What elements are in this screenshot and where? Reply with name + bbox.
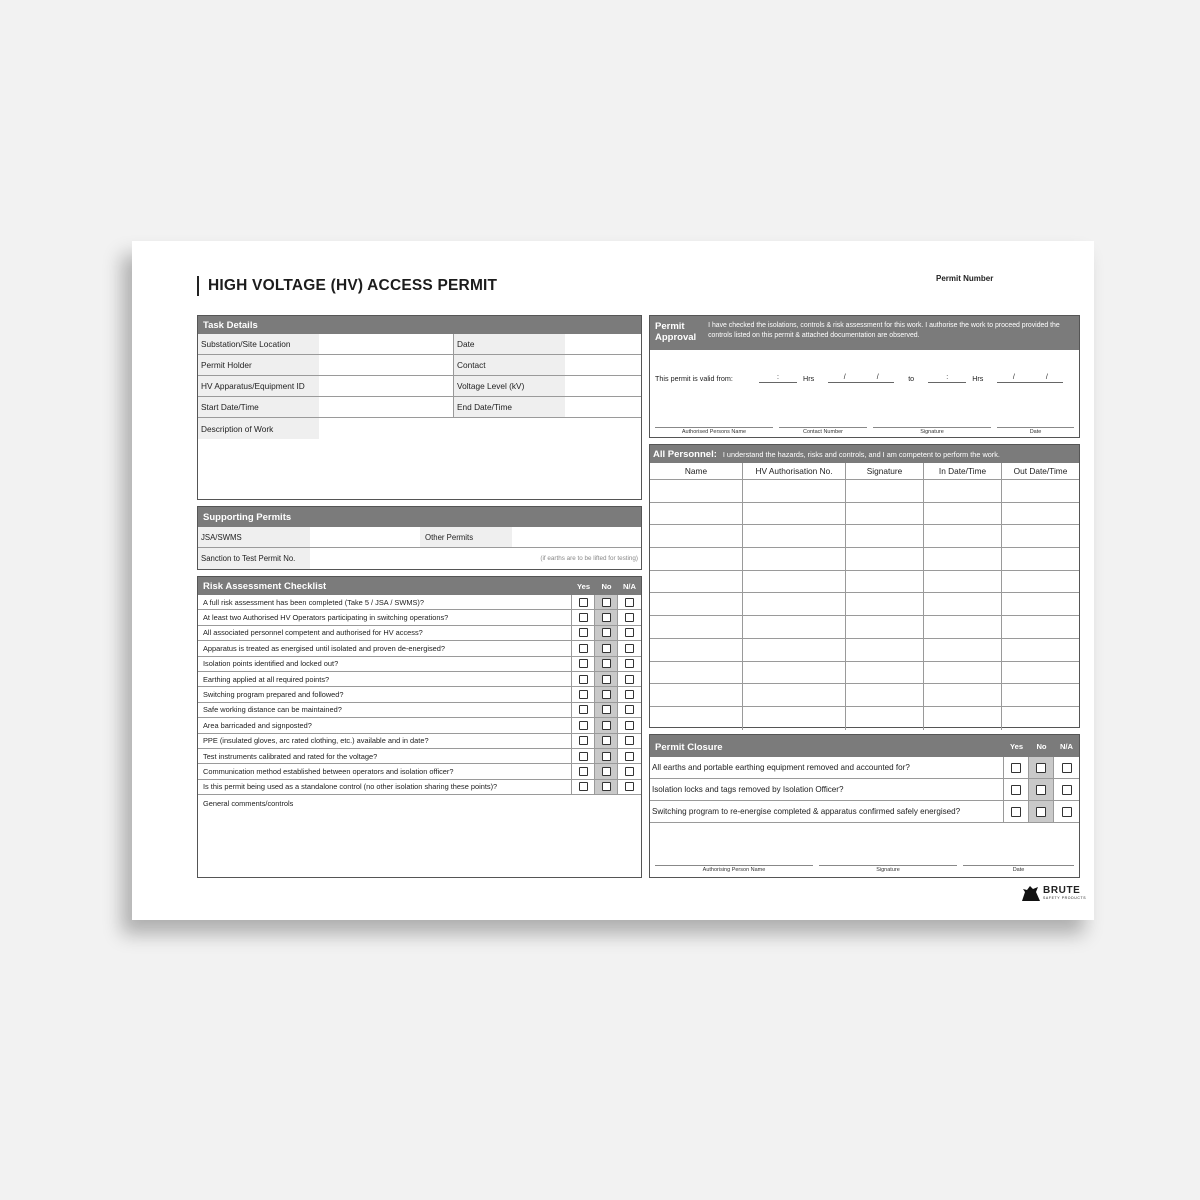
closure-row bbox=[650, 801, 1079, 823]
checklist-row bbox=[198, 703, 641, 718]
no-checkbox[interactable] bbox=[602, 644, 611, 653]
na-checkbox[interactable] bbox=[625, 752, 634, 761]
field-label: Other Permits bbox=[420, 527, 512, 547]
no-cell bbox=[595, 749, 618, 763]
hv-auth-cell[interactable] bbox=[743, 548, 846, 570]
yes-cell bbox=[572, 687, 595, 701]
checklist-row bbox=[198, 672, 641, 687]
colon-separator: : bbox=[946, 374, 949, 381]
na-cell bbox=[618, 657, 641, 671]
na-cell bbox=[618, 595, 641, 609]
personnel-description: I understand the hazards, risks and controls, and I am competent to perform the work. bbox=[722, 449, 1000, 459]
yes-cell bbox=[572, 780, 595, 794]
permit-approval-title: Permit Approval bbox=[655, 321, 697, 343]
column-header: Signature bbox=[846, 463, 924, 479]
yes-checkbox[interactable] bbox=[579, 613, 588, 622]
in-datetime-cell[interactable] bbox=[924, 480, 1002, 502]
yes-cell bbox=[572, 703, 595, 717]
field-label: End Date/Time bbox=[454, 397, 565, 417]
no-cell bbox=[595, 657, 618, 671]
no-cell bbox=[1029, 801, 1054, 822]
permit-holder-field[interactable] bbox=[319, 355, 454, 375]
name-cell[interactable] bbox=[650, 571, 743, 593]
hv-auth-cell[interactable] bbox=[743, 525, 846, 547]
name-cell[interactable] bbox=[650, 707, 743, 730]
no-cell bbox=[595, 718, 618, 732]
contact-field[interactable] bbox=[565, 355, 641, 375]
signature-field[interactable]: Signature bbox=[819, 865, 957, 873]
site-location-field[interactable] bbox=[319, 334, 454, 354]
na-checkbox[interactable] bbox=[625, 598, 634, 607]
no-checkbox[interactable] bbox=[602, 721, 611, 730]
equipment-id-field[interactable] bbox=[319, 376, 454, 396]
yes-cell bbox=[572, 718, 595, 732]
out-datetime-cell[interactable] bbox=[1002, 480, 1079, 502]
out-datetime-cell[interactable] bbox=[1002, 503, 1079, 525]
hv-auth-cell[interactable] bbox=[743, 593, 846, 615]
yes-checkbox[interactable] bbox=[579, 705, 588, 714]
bull-logo-icon bbox=[1021, 884, 1041, 902]
in-datetime-cell[interactable] bbox=[924, 503, 1002, 525]
out-datetime-cell[interactable] bbox=[1002, 616, 1079, 638]
title-block bbox=[197, 276, 497, 296]
field-label: Substation/Site Location bbox=[198, 334, 319, 354]
brute-logo bbox=[1021, 884, 1086, 902]
out-datetime-cell[interactable] bbox=[1002, 662, 1079, 684]
yes-cell bbox=[572, 641, 595, 655]
authorised-name-field[interactable]: Authorised Persons Name bbox=[655, 427, 773, 435]
yes-checkbox[interactable] bbox=[1011, 763, 1021, 773]
checklist-row bbox=[198, 780, 641, 795]
yes-checkbox[interactable] bbox=[579, 690, 588, 699]
hv-auth-cell[interactable] bbox=[743, 707, 846, 730]
out-datetime-cell[interactable] bbox=[1002, 684, 1079, 706]
no-checkbox[interactable] bbox=[602, 659, 611, 668]
name-cell[interactable] bbox=[650, 662, 743, 684]
no-cell bbox=[1029, 757, 1054, 778]
risk-checklist-section bbox=[197, 576, 642, 878]
logo-subtitle: SAFETY PRODUCTS bbox=[1043, 895, 1087, 900]
na-column-label: N/A bbox=[622, 581, 637, 591]
personnel-row bbox=[650, 639, 1079, 662]
no-cell bbox=[595, 641, 618, 655]
out-datetime-cell[interactable] bbox=[1002, 571, 1079, 593]
checklist-header bbox=[198, 577, 641, 595]
hv-auth-cell[interactable] bbox=[743, 662, 846, 684]
task-row bbox=[198, 334, 641, 355]
contact-number-field[interactable]: Contact Number bbox=[779, 427, 867, 435]
name-cell[interactable] bbox=[650, 548, 743, 570]
no-column-label: No bbox=[601, 581, 612, 591]
signature-cell[interactable] bbox=[846, 593, 924, 615]
supporting-permits-header: Supporting Permits bbox=[198, 507, 641, 527]
na-cell bbox=[618, 780, 641, 794]
na-checkbox[interactable] bbox=[625, 675, 634, 684]
no-cell bbox=[1029, 779, 1054, 800]
checklist-row bbox=[198, 657, 641, 672]
out-datetime-cell[interactable] bbox=[1002, 593, 1079, 615]
yes-checkbox[interactable] bbox=[579, 644, 588, 653]
signature-cell[interactable] bbox=[846, 480, 924, 502]
hv-auth-cell[interactable] bbox=[743, 480, 846, 502]
in-datetime-cell[interactable] bbox=[924, 548, 1002, 570]
closure-question: Switching program to re-energise completed & apparatus confirmed safely energised? bbox=[650, 801, 1004, 822]
yes-checkbox[interactable] bbox=[579, 767, 588, 776]
yes-checkbox[interactable] bbox=[579, 628, 588, 637]
end-date-field[interactable] bbox=[997, 374, 1063, 383]
no-checkbox[interactable] bbox=[1036, 763, 1046, 773]
in-datetime-cell[interactable] bbox=[924, 593, 1002, 615]
slash-separator: / bbox=[843, 374, 846, 381]
checklist-row bbox=[198, 764, 641, 779]
signature-cell[interactable] bbox=[846, 548, 924, 570]
name-cell[interactable] bbox=[650, 525, 743, 547]
column-header: HV Authorisation No. bbox=[743, 463, 846, 479]
checklist-row bbox=[198, 749, 641, 764]
personnel-title: All Personnel: bbox=[653, 448, 717, 460]
field-label: Sanction to Test Permit No. bbox=[198, 548, 310, 569]
checklist-question: Communication method established between operators and isolation officer? bbox=[198, 764, 572, 778]
no-checkbox[interactable] bbox=[602, 736, 611, 745]
checklist-question: Switching program prepared and followed? bbox=[198, 687, 572, 701]
end-time-field[interactable] bbox=[928, 374, 966, 383]
signature-field[interactable]: Signature bbox=[873, 427, 991, 435]
na-column-label: N/A bbox=[1059, 741, 1074, 751]
hv-auth-cell[interactable] bbox=[743, 684, 846, 706]
no-column-label: No bbox=[1036, 741, 1047, 751]
na-checkbox[interactable] bbox=[625, 690, 634, 699]
signature-cell[interactable] bbox=[846, 684, 924, 706]
field-label: JSA/SWMS bbox=[198, 527, 310, 547]
na-checkbox[interactable] bbox=[1062, 763, 1072, 773]
name-cell[interactable] bbox=[650, 480, 743, 502]
logo-text bbox=[1043, 886, 1086, 901]
personnel-rows bbox=[650, 480, 1079, 730]
name-cell[interactable] bbox=[650, 503, 743, 525]
no-cell bbox=[595, 734, 618, 748]
na-checkbox[interactable] bbox=[625, 659, 634, 668]
na-cell bbox=[618, 687, 641, 701]
na-checkbox[interactable] bbox=[625, 721, 634, 730]
personnel-row bbox=[650, 684, 1079, 707]
name-cell[interactable] bbox=[650, 616, 743, 638]
na-checkbox[interactable] bbox=[1062, 807, 1072, 817]
signature-cell[interactable] bbox=[846, 662, 924, 684]
permit-number-label: Permit Number bbox=[936, 274, 994, 283]
checklist-question: Apparatus is treated as energised until isolated and proven de-energised? bbox=[198, 641, 572, 655]
name-cell[interactable] bbox=[650, 593, 743, 615]
no-cell bbox=[595, 610, 618, 624]
yes-cell bbox=[1004, 779, 1029, 800]
field-label: Date bbox=[454, 334, 565, 354]
out-datetime-cell[interactable] bbox=[1002, 525, 1079, 547]
yes-checkbox[interactable] bbox=[579, 598, 588, 607]
yes-column-label: Yes bbox=[576, 581, 591, 591]
validity-row bbox=[655, 374, 1074, 383]
field-label: Start Date/Time bbox=[198, 397, 319, 417]
closure-rows bbox=[650, 757, 1079, 823]
checklist-row bbox=[198, 718, 641, 733]
no-cell bbox=[595, 687, 618, 701]
in-datetime-cell[interactable] bbox=[924, 662, 1002, 684]
to-label: to bbox=[908, 374, 915, 383]
field-label: Description of Work bbox=[198, 418, 319, 439]
out-datetime-cell[interactable] bbox=[1002, 639, 1079, 661]
task-details-section bbox=[197, 315, 642, 500]
supporting-row bbox=[198, 527, 641, 548]
hv-auth-cell[interactable] bbox=[743, 639, 846, 661]
na-cell bbox=[618, 749, 641, 763]
start-datetime-field[interactable] bbox=[319, 397, 454, 417]
no-checkbox[interactable] bbox=[602, 613, 611, 622]
yes-checkbox[interactable] bbox=[1011, 785, 1021, 795]
checklist-question: PPE (insulated gloves, arc rated clothing, etc.) available and in date? bbox=[198, 734, 572, 748]
in-datetime-cell[interactable] bbox=[924, 616, 1002, 638]
jsa-field[interactable] bbox=[310, 527, 420, 547]
closure-header bbox=[650, 735, 1079, 757]
authorising-name-field[interactable]: Authorising Person Name bbox=[655, 865, 813, 873]
closure-title: Permit Closure bbox=[655, 742, 723, 753]
na-cell bbox=[618, 610, 641, 624]
column-header: Name bbox=[650, 463, 743, 479]
no-checkbox[interactable] bbox=[602, 628, 611, 637]
hv-auth-cell[interactable] bbox=[743, 571, 846, 593]
yes-cell bbox=[572, 595, 595, 609]
permit-closure-section bbox=[649, 734, 1080, 878]
signature-cell[interactable] bbox=[846, 525, 924, 547]
permit-approval-description: I have checked the isolations, controls & risk assessment for this work. I authorise the work to proceed provided the controls listed on this permit & attached documentation are observed. bbox=[708, 322, 1060, 339]
personnel-row bbox=[650, 480, 1079, 503]
na-cell bbox=[618, 641, 641, 655]
na-cell bbox=[618, 672, 641, 686]
date-field[interactable]: Date bbox=[963, 865, 1074, 873]
na-cell bbox=[618, 734, 641, 748]
checklist-question: Test instruments calibrated and rated for the voltage? bbox=[198, 749, 572, 763]
personnel-row bbox=[650, 548, 1079, 571]
out-datetime-cell[interactable] bbox=[1002, 548, 1079, 570]
yes-checkbox[interactable] bbox=[579, 675, 588, 684]
approval-signature-row bbox=[655, 427, 1074, 435]
personnel-row bbox=[650, 707, 1079, 730]
date-field[interactable] bbox=[565, 334, 641, 354]
closure-question: All earths and portable earthing equipment removed and accounted for? bbox=[650, 757, 1004, 778]
no-cell bbox=[595, 780, 618, 794]
checklist-question: Is this permit being used as a standalone control (no other isolation sharing these points)? bbox=[198, 780, 572, 794]
checklist-row bbox=[198, 595, 641, 610]
no-checkbox[interactable] bbox=[602, 675, 611, 684]
na-checkbox[interactable] bbox=[625, 644, 634, 653]
name-cell[interactable] bbox=[650, 684, 743, 706]
checklist-row bbox=[198, 626, 641, 641]
signature-cell[interactable] bbox=[846, 639, 924, 661]
in-datetime-cell[interactable] bbox=[924, 707, 1002, 730]
na-checkbox[interactable] bbox=[625, 628, 634, 637]
column-header: In Date/Time bbox=[924, 463, 1002, 479]
supporting-permits-section bbox=[197, 506, 642, 570]
na-cell bbox=[618, 703, 641, 717]
closure-row bbox=[650, 779, 1079, 801]
voltage-level-field[interactable] bbox=[565, 376, 641, 396]
na-cell bbox=[618, 626, 641, 640]
signature-cell[interactable] bbox=[846, 616, 924, 638]
yes-checkbox[interactable] bbox=[579, 721, 588, 730]
field-label: Permit Holder bbox=[198, 355, 319, 375]
yes-cell bbox=[1004, 757, 1029, 778]
na-cell bbox=[1054, 779, 1079, 800]
hrs-label: Hrs bbox=[803, 374, 815, 383]
yes-cell bbox=[572, 610, 595, 624]
yes-checkbox[interactable] bbox=[579, 736, 588, 745]
no-checkbox[interactable] bbox=[602, 598, 611, 607]
logo-name: BRUTE bbox=[1043, 884, 1081, 896]
in-datetime-cell[interactable] bbox=[924, 684, 1002, 706]
start-date-field[interactable] bbox=[828, 374, 894, 383]
colon-separator: : bbox=[777, 374, 779, 381]
personnel-row bbox=[650, 593, 1079, 616]
comments-label: General comments/controls bbox=[203, 799, 294, 809]
no-checkbox[interactable] bbox=[602, 690, 611, 699]
supporting-row bbox=[198, 548, 641, 569]
personnel-row bbox=[650, 662, 1079, 685]
yes-checkbox[interactable] bbox=[1011, 807, 1021, 817]
yes-cell bbox=[572, 626, 595, 640]
checklist-question: Area barricaded and signposted? bbox=[198, 718, 572, 732]
na-cell bbox=[618, 764, 641, 778]
closure-question: Isolation locks and tags removed by Isolation Officer? bbox=[650, 779, 1004, 800]
no-cell bbox=[595, 764, 618, 778]
na-checkbox[interactable] bbox=[625, 782, 634, 791]
task-row bbox=[198, 355, 641, 376]
permit-approval-header bbox=[650, 316, 1079, 350]
field-label: Voltage Level (kV) bbox=[454, 376, 565, 396]
checklist-question: Isolation points identified and locked out? bbox=[198, 657, 572, 671]
yes-checkbox[interactable] bbox=[579, 659, 588, 668]
all-personnel-section bbox=[649, 444, 1080, 728]
sanction-note: (if earths are to be lifted for testing) bbox=[540, 555, 638, 562]
checklist-rows bbox=[198, 595, 641, 795]
no-cell bbox=[595, 626, 618, 640]
name-cell[interactable] bbox=[650, 639, 743, 661]
yes-cell bbox=[572, 734, 595, 748]
no-checkbox[interactable] bbox=[1036, 807, 1046, 817]
valid-from-label: This permit is valid from: bbox=[655, 374, 733, 383]
no-checkbox[interactable] bbox=[602, 705, 611, 714]
checklist-question: Safe working distance can be maintained? bbox=[198, 703, 572, 717]
slash-separator: / bbox=[1045, 374, 1048, 381]
personnel-column-headers bbox=[650, 463, 1079, 480]
yes-checkbox[interactable] bbox=[579, 782, 588, 791]
date-field[interactable]: Date bbox=[997, 427, 1074, 435]
no-cell bbox=[595, 595, 618, 609]
yes-cell bbox=[572, 657, 595, 671]
no-checkbox[interactable] bbox=[602, 767, 611, 776]
checklist-row bbox=[198, 641, 641, 656]
permit-sheet bbox=[132, 241, 1094, 920]
task-row bbox=[198, 397, 641, 418]
na-checkbox[interactable] bbox=[625, 705, 634, 714]
personnel-row bbox=[650, 503, 1079, 526]
start-time-field[interactable] bbox=[759, 374, 797, 383]
in-datetime-cell[interactable] bbox=[924, 639, 1002, 661]
na-checkbox[interactable] bbox=[625, 767, 634, 776]
signature-cell[interactable] bbox=[846, 707, 924, 730]
na-cell bbox=[1054, 801, 1079, 822]
checklist-question: All associated personnel competent and authorised for HV access? bbox=[198, 626, 572, 640]
na-checkbox[interactable] bbox=[625, 613, 634, 622]
yes-checkbox[interactable] bbox=[579, 752, 588, 761]
end-datetime-field[interactable] bbox=[565, 397, 641, 417]
checklist-title: Risk Assessment Checklist bbox=[203, 580, 327, 592]
description-field[interactable] bbox=[319, 418, 641, 478]
checklist-row bbox=[198, 610, 641, 625]
hv-auth-cell[interactable] bbox=[743, 616, 846, 638]
checklist-question: At least two Authorised HV Operators participating in switching operations? bbox=[198, 610, 572, 624]
no-checkbox[interactable] bbox=[1036, 785, 1046, 795]
no-checkbox[interactable] bbox=[602, 752, 611, 761]
permit-approval-section bbox=[649, 315, 1080, 438]
yes-cell bbox=[572, 672, 595, 686]
personnel-header bbox=[650, 445, 1079, 463]
field-label: HV Apparatus/Equipment ID bbox=[198, 376, 319, 396]
checklist-row bbox=[198, 734, 641, 749]
na-cell bbox=[618, 718, 641, 732]
no-cell bbox=[595, 672, 618, 686]
checklist-question: A full risk assessment has been completed (Take 5 / JSA / SWMS)? bbox=[198, 595, 572, 609]
yes-cell bbox=[572, 749, 595, 763]
slash-separator: / bbox=[876, 374, 879, 381]
no-cell bbox=[595, 703, 618, 717]
yes-cell bbox=[1004, 801, 1029, 822]
na-cell bbox=[1054, 757, 1079, 778]
signature-cell[interactable] bbox=[846, 503, 924, 525]
column-header: Out Date/Time bbox=[1013, 466, 1068, 476]
yes-cell bbox=[572, 764, 595, 778]
in-datetime-cell[interactable] bbox=[924, 571, 1002, 593]
personnel-row bbox=[650, 571, 1079, 594]
checklist-question: Earthing applied at all required points? bbox=[198, 672, 572, 686]
description-row bbox=[198, 418, 641, 478]
na-checkbox[interactable] bbox=[625, 736, 634, 745]
in-datetime-cell[interactable] bbox=[924, 525, 1002, 547]
personnel-row bbox=[650, 525, 1079, 548]
other-permits-field[interactable] bbox=[512, 527, 641, 547]
checklist-row bbox=[198, 687, 641, 702]
page-title: HIGH VOLTAGE (HV) ACCESS PERMIT bbox=[208, 277, 498, 294]
task-details-header: Task Details bbox=[198, 316, 641, 334]
field-label: Contact bbox=[454, 355, 565, 375]
yes-column-label: Yes bbox=[1009, 741, 1024, 751]
out-datetime-cell[interactable] bbox=[1002, 707, 1079, 730]
no-checkbox[interactable] bbox=[602, 782, 611, 791]
closure-signature-row bbox=[655, 865, 1074, 873]
task-row bbox=[198, 376, 641, 397]
closure-row bbox=[650, 757, 1079, 779]
hrs-label: Hrs bbox=[972, 374, 984, 383]
personnel-row bbox=[650, 616, 1079, 639]
na-checkbox[interactable] bbox=[1062, 785, 1072, 795]
slash-separator: / bbox=[1012, 374, 1015, 381]
signature-cell[interactable] bbox=[846, 571, 924, 593]
hv-auth-cell[interactable] bbox=[743, 503, 846, 525]
